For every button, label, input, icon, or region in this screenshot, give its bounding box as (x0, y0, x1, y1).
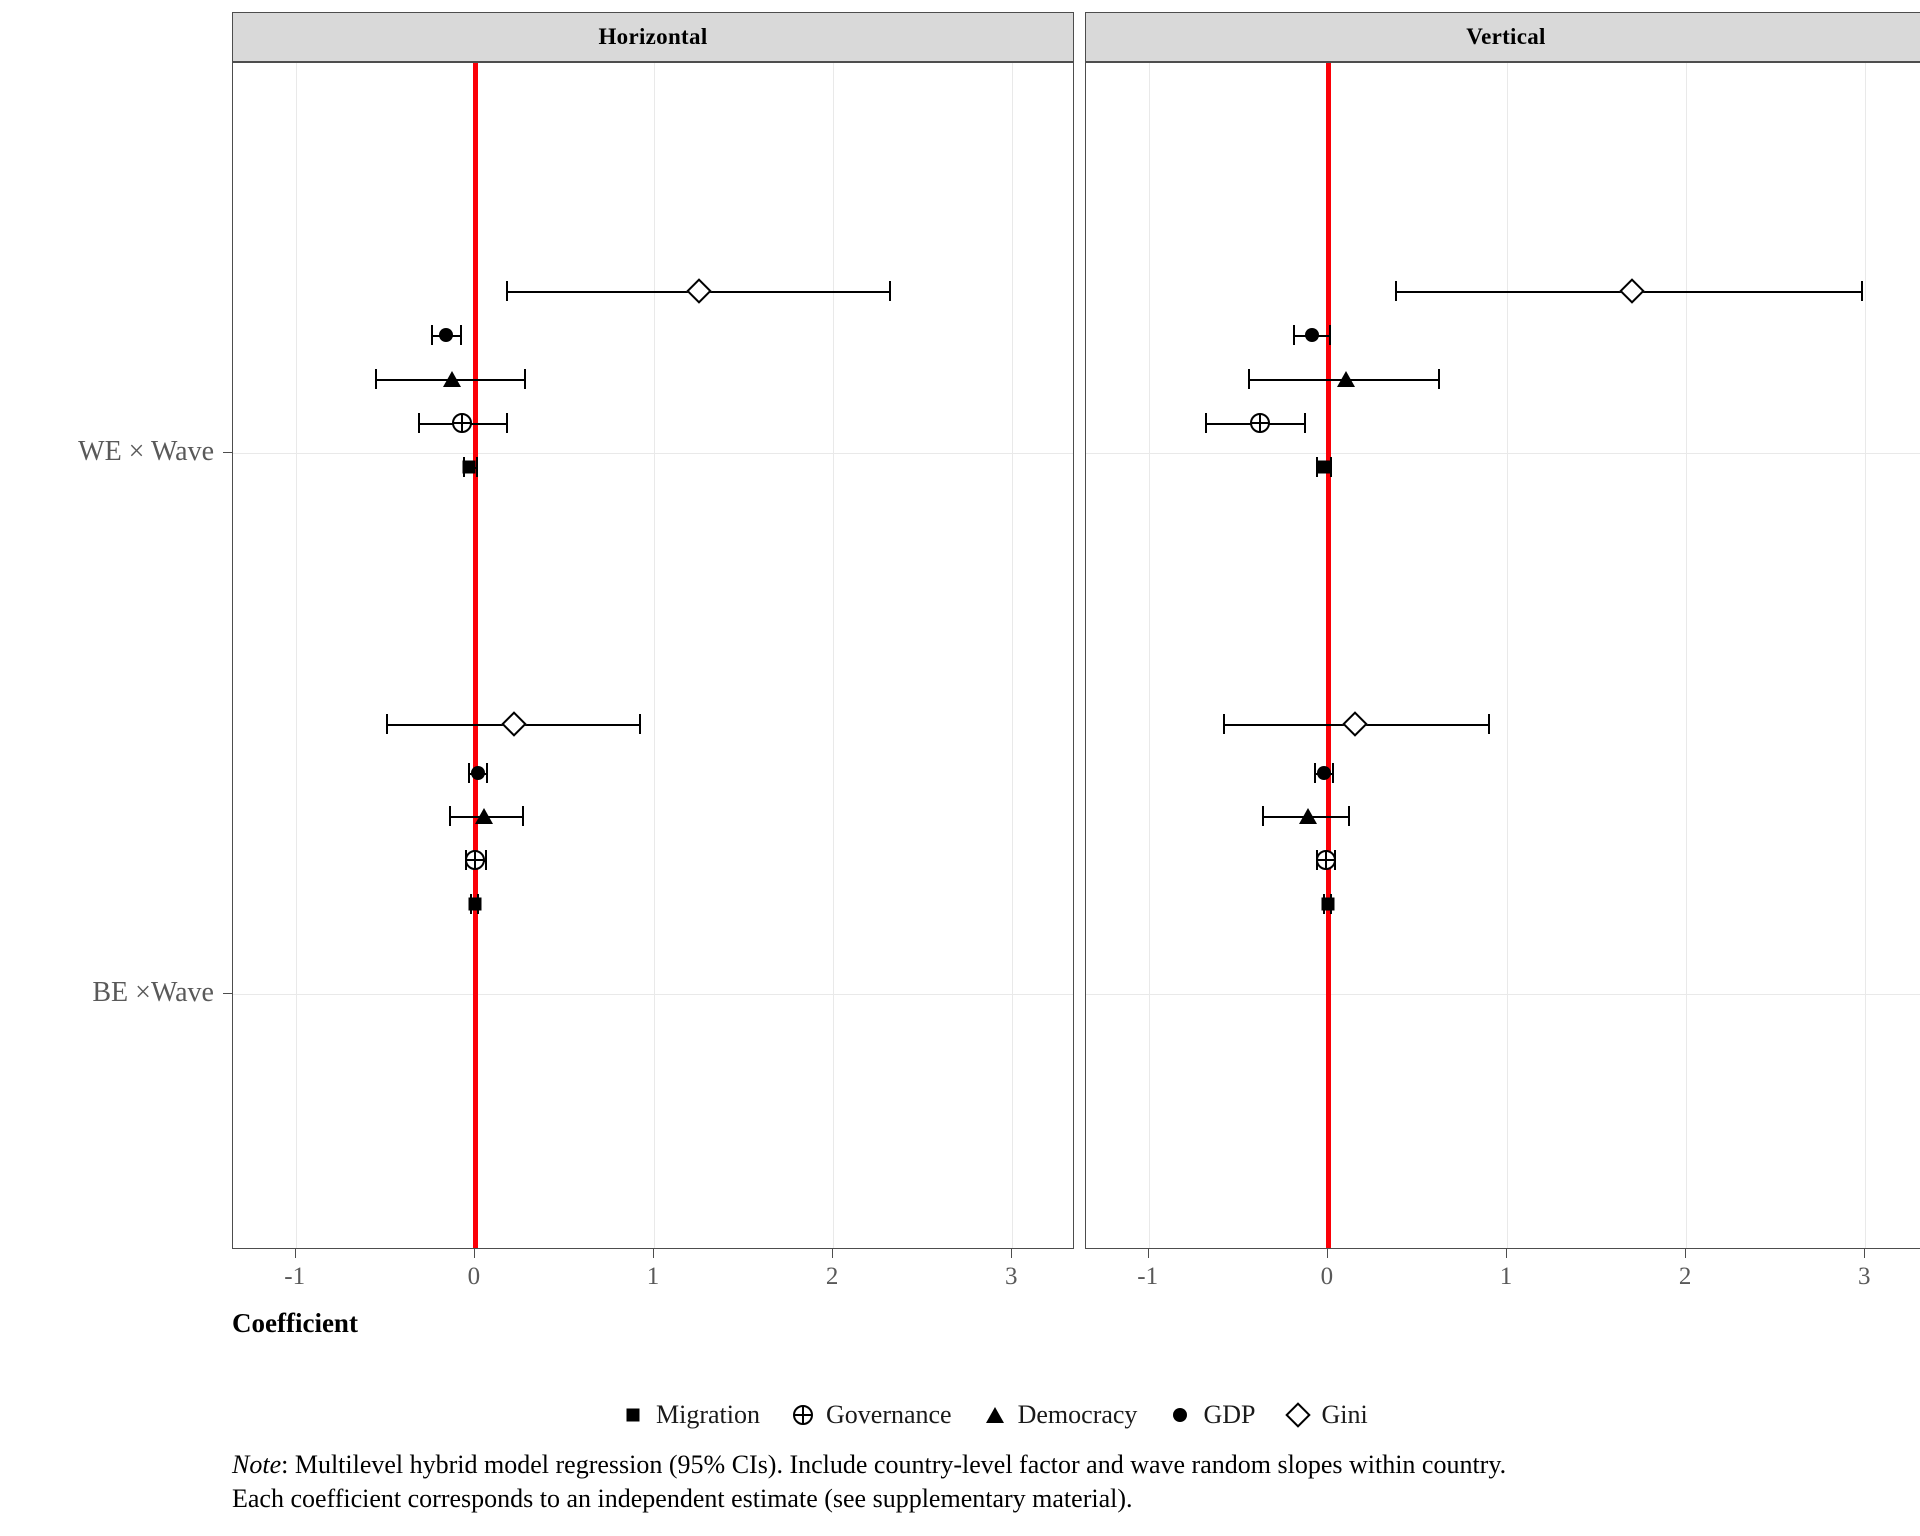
confidence-interval-cap (460, 325, 462, 345)
confidence-interval-cap (506, 281, 508, 301)
marker-square (1321, 898, 1334, 911)
x-tick-label: 2 (1678, 1263, 1692, 1290)
confidence-interval-cap (524, 369, 526, 389)
legend-item (790, 1400, 966, 1430)
plot-area-vertical (1085, 62, 1920, 1249)
confidence-interval-cap (1262, 806, 1264, 826)
confidence-interval-cap (1438, 369, 1440, 389)
confidence-interval-cap (1304, 413, 1306, 433)
confidence-interval-cap (506, 413, 508, 433)
confidence-interval-cap (386, 714, 388, 734)
x-tick-label: 1 (646, 1263, 660, 1290)
x-tick-label: 3 (1005, 1263, 1018, 1290)
panel-strip-vertical (1085, 12, 1920, 62)
legend-label: Migration (656, 1400, 760, 1429)
confidence-interval-cap (1329, 325, 1331, 345)
gridline-vertical (1865, 63, 1866, 1248)
confidence-interval-cap (889, 281, 891, 301)
x-tick-label: 3 (1858, 1263, 1871, 1290)
confidence-interval-cap (1314, 763, 1316, 783)
confidence-interval-cap (1488, 714, 1490, 734)
confidence-interval-cap (485, 850, 487, 870)
legend-label: Democracy (1017, 1400, 1138, 1429)
zero-reference-line (473, 63, 478, 1248)
y-tick-label-be: BE ×Wave (92, 977, 214, 1008)
x-tick-label: 2 (825, 1263, 839, 1290)
legend-label: Governance (826, 1400, 952, 1429)
gridline-horizontal (1086, 453, 1920, 454)
x-tick-mark (1864, 1249, 1865, 1258)
panel-strip-horizontal (232, 12, 1074, 62)
marker-diamond (1286, 1402, 1311, 1427)
gridline-horizontal (1086, 994, 1920, 995)
marker-square (468, 898, 481, 911)
x-tick-label: -1 (284, 1263, 306, 1290)
x-tick-label: 0 (1320, 1263, 1334, 1290)
legend-key-circle (1167, 1402, 1193, 1428)
zero-reference-line (1326, 63, 1331, 1248)
marker-square (1318, 461, 1331, 474)
figure-note (232, 1448, 1532, 1517)
marker-circle (439, 328, 453, 342)
gridline-vertical (1507, 63, 1508, 1248)
marker-diamond (686, 278, 711, 303)
legend-key-square (620, 1402, 646, 1428)
y-tick-mark-we (223, 452, 232, 453)
gridline-horizontal (233, 994, 1073, 995)
gridline-vertical (1686, 63, 1687, 1248)
gridline-horizontal (233, 453, 1073, 454)
gridline-vertical (654, 63, 655, 1248)
x-tick-label: 1 (1499, 1263, 1513, 1290)
confidence-interval-cap (1248, 369, 1250, 389)
marker-triangle (443, 371, 461, 387)
gridline-vertical (1012, 63, 1013, 1248)
confidence-interval-cap (1223, 714, 1225, 734)
note-text: : Multilevel hybrid model regression (95% CIs). Include country-level factor and wave random slopes within country. Each coefficient corresponds to an independent estimate (see supplementary material). (232, 1450, 1507, 1514)
confidence-interval-cap (468, 763, 470, 783)
gridline-vertical (1149, 63, 1150, 1248)
marker-crosscircle (793, 1405, 813, 1425)
confidence-interval-cap (449, 806, 451, 826)
panel-strip-horizontal-label: Horizontal (598, 24, 708, 49)
y-tick-label-we: WE × Wave (78, 436, 214, 467)
gridline-vertical (296, 63, 297, 1248)
legend-key-crosscircle (790, 1402, 816, 1428)
marker-crosscircle (1316, 850, 1336, 870)
note-prefix: Note (232, 1450, 282, 1479)
marker-triangle (1337, 371, 1355, 387)
marker-circle (1317, 766, 1331, 780)
marker-diamond (1620, 278, 1645, 303)
confidence-interval-cap (1348, 806, 1350, 826)
x-tick-mark (1011, 1249, 1012, 1258)
marker-triangle (1299, 808, 1317, 824)
confidence-interval-cap (1293, 325, 1295, 345)
marker-square (463, 461, 476, 474)
legend-key-diamond (1285, 1402, 1311, 1428)
confidence-interval-cap (1205, 413, 1207, 433)
marker-diamond (502, 711, 527, 736)
marker-circle (1305, 328, 1319, 342)
confidence-interval-cap (522, 806, 524, 826)
confidence-interval-cap (375, 369, 377, 389)
marker-square (627, 1409, 640, 1422)
x-tick-mark (1327, 1249, 1328, 1258)
legend-key-triangle (982, 1402, 1008, 1428)
legend-item (982, 1400, 1152, 1430)
marker-triangle (986, 1407, 1004, 1423)
confidence-interval-cap (431, 325, 433, 345)
confidence-interval-cap (1332, 763, 1334, 783)
marker-crosscircle (452, 413, 472, 433)
x-tick-mark (295, 1249, 296, 1258)
marker-triangle (475, 808, 493, 824)
x-tick-label: 0 (467, 1263, 481, 1290)
marker-crosscircle (465, 850, 485, 870)
confidence-interval-cap (418, 413, 420, 433)
confidence-interval-cap (639, 714, 641, 734)
y-tick-mark-be (223, 993, 232, 994)
panel-strip-vertical-label: Vertical (1466, 24, 1546, 49)
legend-item (1285, 1400, 1381, 1430)
x-tick-label: -1 (1137, 1263, 1159, 1290)
marker-circle (471, 766, 485, 780)
marker-circle (1173, 1408, 1187, 1422)
x-tick-mark (1685, 1249, 1686, 1258)
gridline-vertical (833, 63, 834, 1248)
confidence-interval-cap (1861, 281, 1863, 301)
legend-label: Gini (1321, 1400, 1368, 1429)
x-axis-title: Coefficient (232, 1308, 358, 1338)
x-tick-mark (1506, 1249, 1507, 1258)
x-tick-mark (1148, 1249, 1149, 1258)
marker-diamond (1342, 711, 1367, 736)
legend (620, 1400, 1382, 1430)
x-tick-mark (653, 1249, 654, 1258)
legend-item (1167, 1400, 1269, 1430)
legend-label: GDP (1203, 1400, 1256, 1429)
x-tick-mark (832, 1249, 833, 1258)
confidence-interval-cap (1395, 281, 1397, 301)
legend-item (620, 1400, 774, 1430)
x-tick-mark (474, 1249, 475, 1258)
plot-area-horizontal (232, 62, 1074, 1249)
confidence-interval-cap (486, 763, 488, 783)
marker-crosscircle (1250, 413, 1270, 433)
